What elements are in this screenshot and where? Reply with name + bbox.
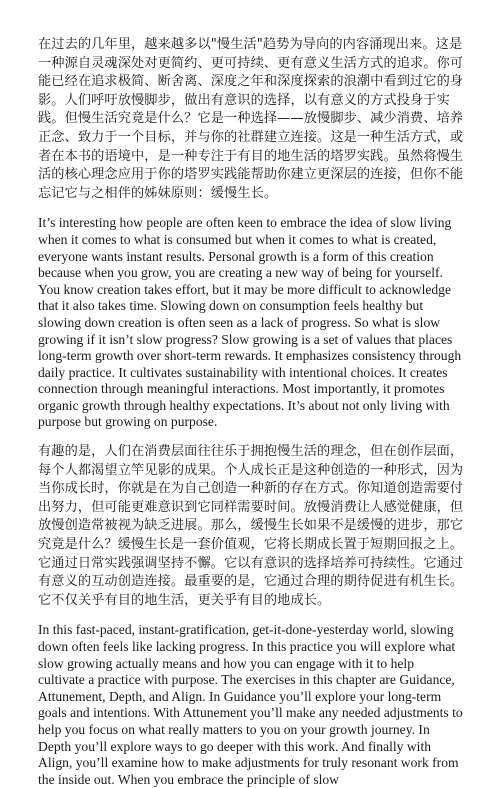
chinese-paragraph-slow-growing: 有趣的是，人们在消费层面往往乐于拥抱慢生活的理念，但在创作层面，每个人都渴望立竿见影的成果。个人成长正是这种创造的一种形式，因为当你成长时，你就是在为自己创造一种新的存在方式。你知道创造需要付出努力，但可能更难意识到它同样需要时间。放慢消费让人感觉健康，但放慢创造常被视为缺乏进展。那么，缓慢生长如果不是缓慢的进步，那它究竟是什么？缓慢生长是一套价值观，它将长期成长置于短期回报之上。它通过日常实践强调坚持不懈。它以有意识的选择培养可持续性。它通过有意义的互动创造连接。最重要的是，它通过合理的期待促进有机生长。它不仅关乎有目的地生活，更关乎有目的地成长。 xyxy=(38,444,464,608)
english-paragraph-chapter-intro: In this fast-paced, instant-gratification, get-it-done-yesterday world, slowing down often feels like lacking progress. In this practice you will explore what slow growing actually means and how you can engage with it to help cultivate a practice with purpose. The exercises in this chapter are Guidance, Attunement, Depth, and Align. In Guidance you’ll explore your long-term goals and intentions. With Attunement you’ll make any needed adjustments to help you focus on what really matters to you on your growth journey. In Depth you’ll explore ways to go deeper with this work. And finally with Align, you’ll examine how to make adjustments for truly resonant work from the inside out. When you embrace the principle of slow xyxy=(38,622,463,787)
english-paragraph-slow-growing: It’s interesting how people are often keen to embrace the idea of slow living when it comes to what is consumed but when it comes to what is created, everyone wants instant results. Personal growth is a form of this creation because when you grow, you are creating a new way of being for yourself. You know creation takes effort, but it may be more difficult to acknowledge that it also takes time. Slowing down on consumption feels healthy but slowing down creation is often seen as a lack of progress. So what is slow growing if it isn’t slow progress? Slow growing is a set of values that places long-term growth over short-term rewards. It emphasizes consistency through daily practice. It cultivates sustainability with intentional choices. It creates connection through meaningful interactions. Most importantly, it promotes organic growth through healthy expectations. It’s about not only living with purpose but growing on purpose. xyxy=(38,215,462,430)
book-page xyxy=(38,36,464,788)
chinese-paragraph-slow-living: 在过去的几年里，越来越多以"慢生活"趋势为导向的内容涌现出来。这是一种源自灵魂深处对更简约、更可持续、更有意义生活方式的追求。你可能已经在追求极简、断舍离、深度之年和深度探索的浪潮中看到过它的身影。人们呼吁放慢脚步，做出有意识的选择，以有意义的方式投身于实践。但慢生活究竟是什么？它是一种选择——放慢脚步、减少消费、培养正念、致力于一个目标，并与你的社群建立连接。这是一种生活方式，或者在本书的语境中，是一种专注于有目的地生活的塔罗实践。虽然将慢生活的核心理念应用于你的塔罗实践能帮助你建立更深层的连接，但你不能忘记它与之相伴的姊妹原则：缓慢生长。 xyxy=(38,37,464,201)
